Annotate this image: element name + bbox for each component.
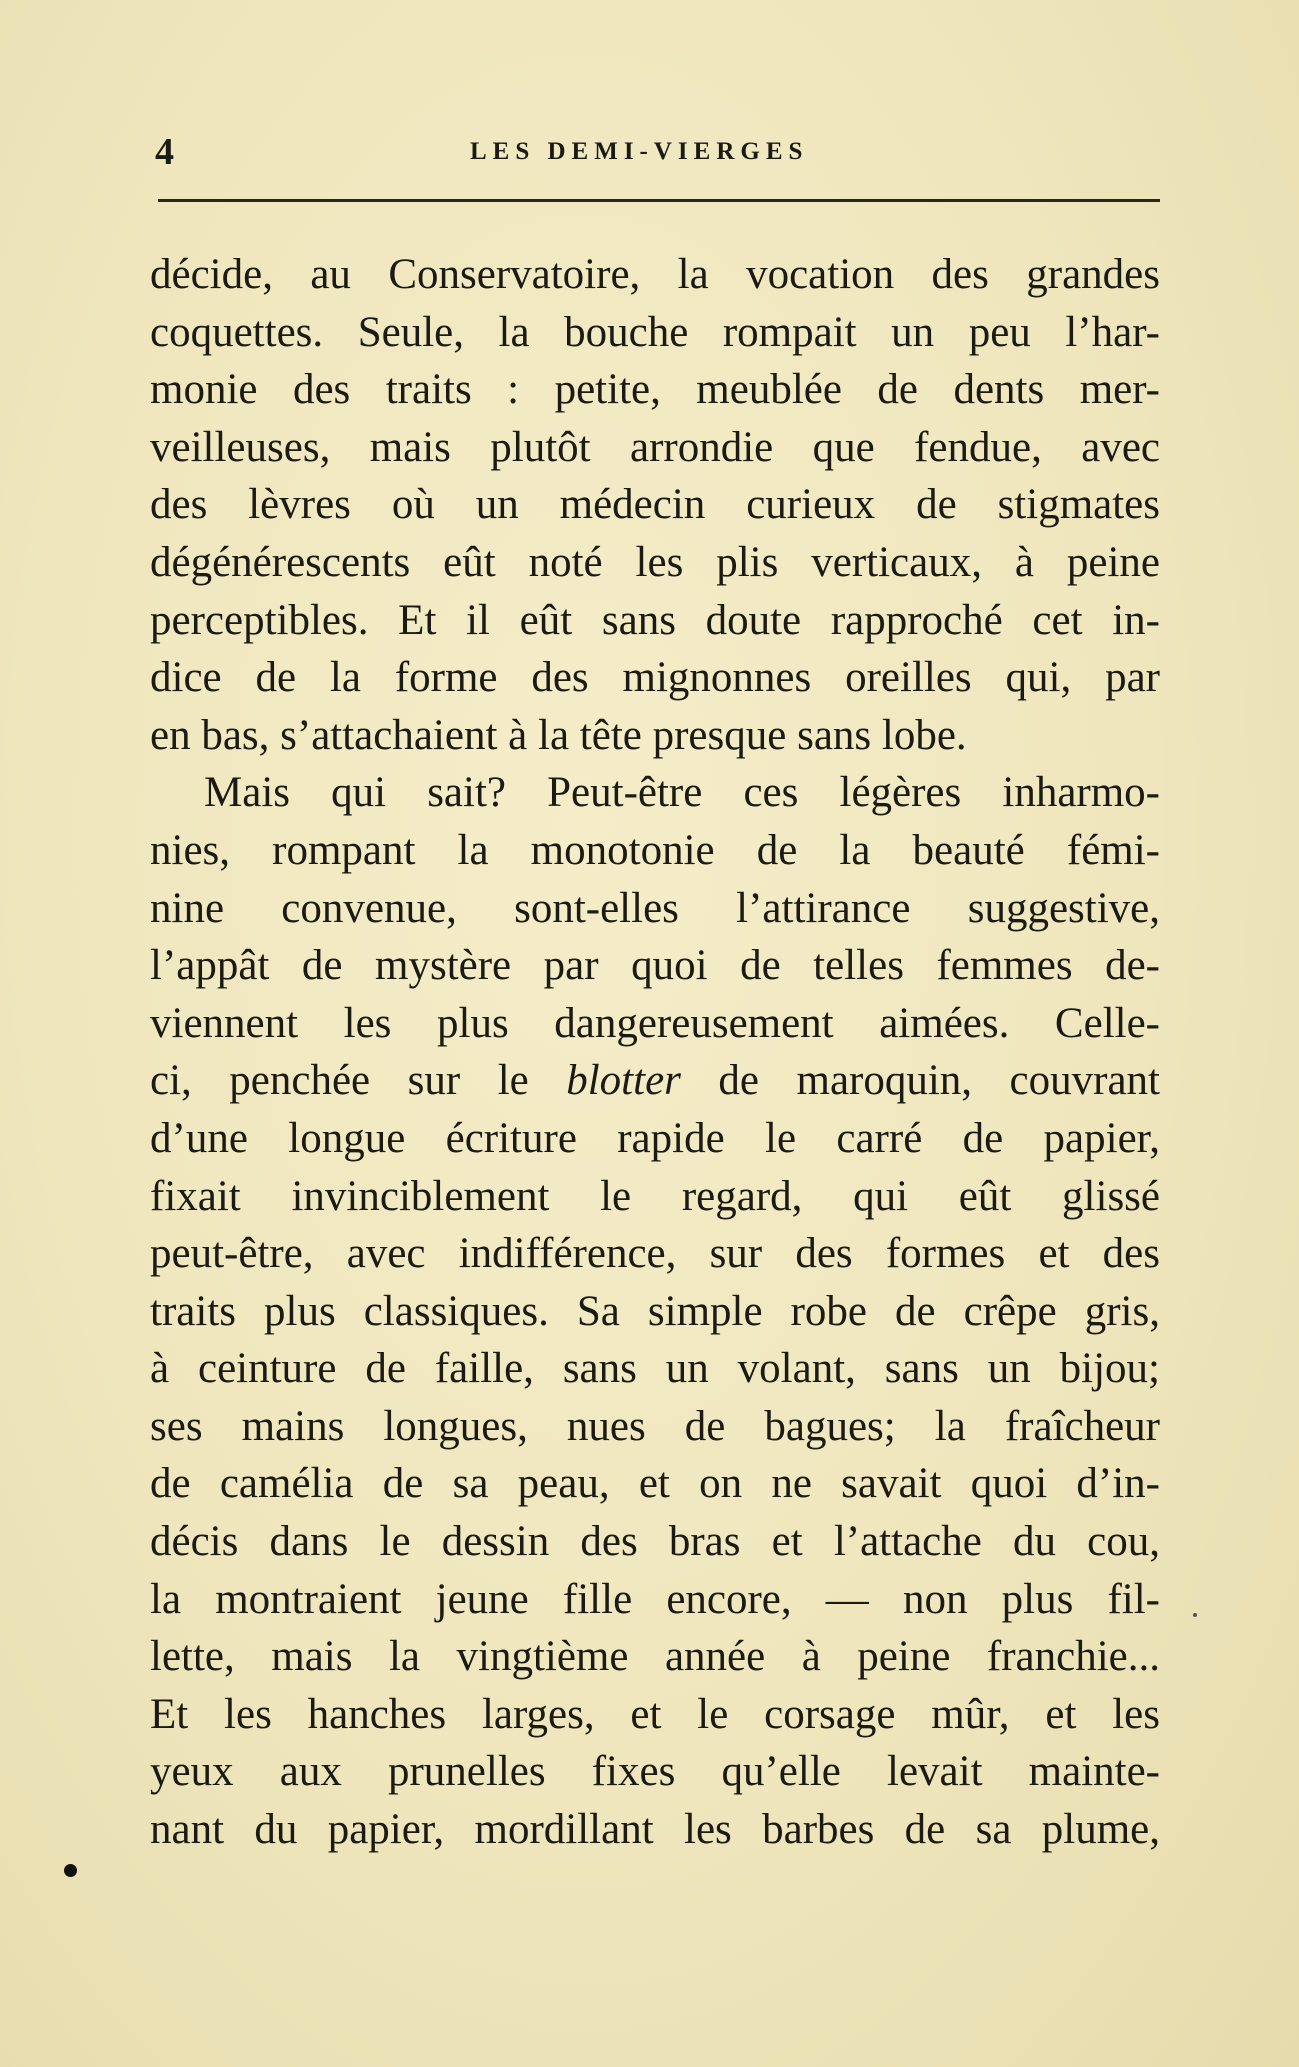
text-line: des lèvres où un médecin curieux de stigmates [150,481,1160,529]
text-line: à ceinture de faille, sans un volant, sans un bijou; [150,1345,1160,1393]
text-line: coquettes. Seule, la bouche rompait un peu l’har- [150,308,1160,356]
text-line: dice de la forme des mignonnes oreilles qui, par [150,654,1160,702]
text-line: viennent les plus dangereusement aimées. Celle- [150,999,1160,1047]
text-line: ses mains longues, nues de bagues; la fraîcheur [150,1402,1160,1450]
text-line: yeux aux prunelles fixes qu’elle levait mainte- [150,1748,1160,1796]
text-line: traits plus classiques. Sa simple robe de crêpe gris, [150,1287,1160,1335]
text-line: nine convenue, sont-elles l’attirance suggestive, [150,884,1160,932]
text-line: décis dans le dessin des bras et l’attache du cou, [150,1518,1160,1566]
ink-dot-mark [64,1864,77,1877]
text-line: peut-être, avec indifférence, sur des formes et des [150,1230,1160,1278]
italic-word: blotter [566,1057,681,1105]
running-title: LES DEMI-VIERGES [470,138,809,165]
text-line: monie des traits : petite, meublée de dents mer- [150,366,1160,414]
page-number: 4 [155,131,175,173]
text-line: lette, mais la vingtième année à peine franchie... [150,1633,1160,1681]
text-line: fixait invinciblement le regard, qui eût glissé [150,1172,1160,1220]
text-line: nies, rompant la monotonie de la beauté fémi- [150,826,1160,874]
paragraph-end-line: en bas, s’attachaient à la tête presque sans lobe. [150,711,967,759]
paragraph-start-line: Mais qui sait? Peut-être ces légères inharmo- [204,769,1160,817]
header-rule [158,199,1160,202]
paper-speck [1193,1613,1197,1617]
text-line: la montraient jeune fille encore, — non plus fil- [150,1575,1160,1623]
text-line: dégénérescents eût noté les plis verticaux, à peine [150,538,1160,586]
text-line: l’appât de mystère par quoi de telles femmes de- [150,942,1160,990]
body-text [150,246,1160,1859]
text-line-with-italic [150,1052,1160,1110]
text-line: veilleuses, mais plutôt arrondie que fendue, avec [150,423,1160,471]
text-line: de camélia de sa peau, et on ne savait quoi d’in- [150,1460,1160,1508]
text-line: décide, au Conservatoire, la vocation des grandes [150,251,1160,298]
line-segment: ci, penchée sur le [150,1057,567,1105]
text-line: d’une longue écriture rapide le carré de papier, [150,1114,1160,1162]
text-line: nant du papier, mordillant les barbes de sa plume, [150,1806,1160,1854]
text-line: Et les hanches larges, et le corsage mûr, et les [150,1690,1160,1738]
text-line: perceptibles. Et il eût sans doute rapproché cet in- [150,596,1160,644]
line-segment: de maroquin, couvrant [680,1057,1160,1105]
